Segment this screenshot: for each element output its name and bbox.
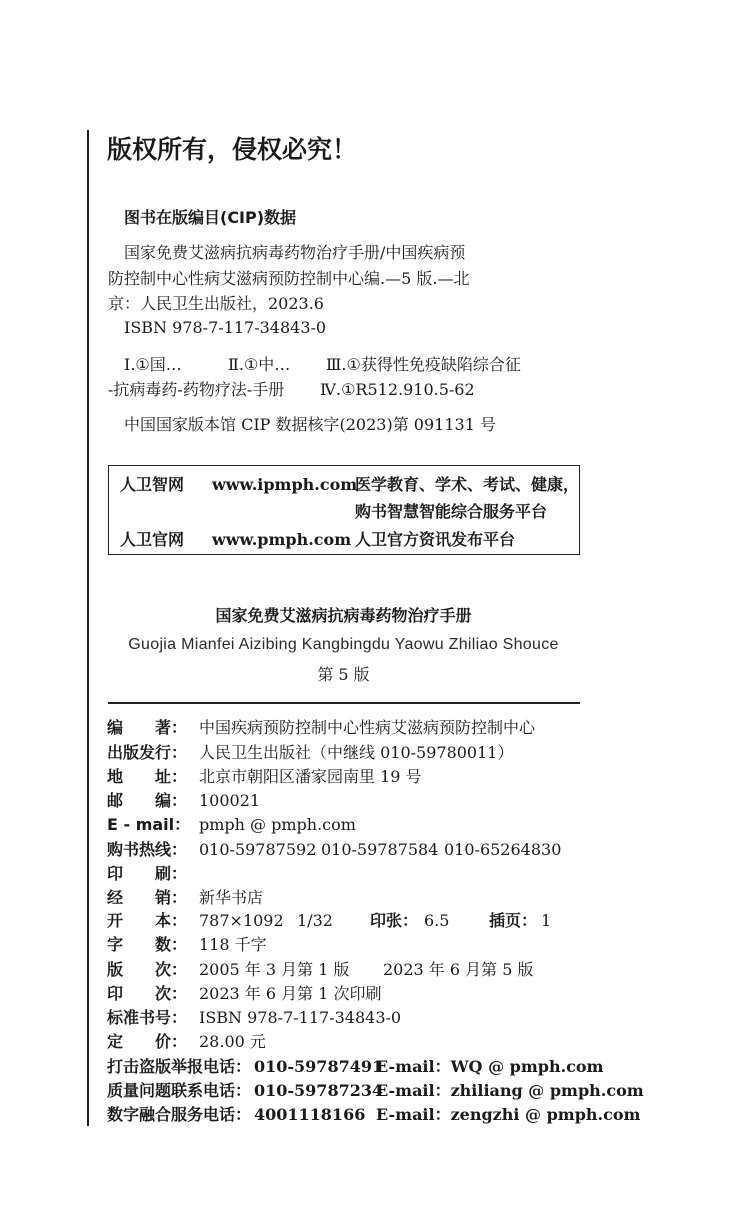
address-label: 地 址： xyxy=(107,767,188,786)
hotline-email: E-mail：zengzhi @ pmph.com xyxy=(376,1105,641,1124)
platform-desc: 人卫官方资讯发布平台 xyxy=(355,530,516,549)
email-value: pmph @ pmph.com xyxy=(199,815,356,834)
edition-value: 2023 年 6 月第 5 版 xyxy=(383,960,534,979)
cip-line: 京：人民卫生出版社，2023.6 xyxy=(108,294,324,313)
isbn-value: ISBN 978-7-117-34843-0 xyxy=(199,1008,402,1027)
cip-approval-number: 中国国家版本馆 CIP 数据核字(2023)第 091131 号 xyxy=(124,415,496,434)
editor-value: 中国疾病预防控制中心性病艾滋病预防控制中心 xyxy=(199,718,536,737)
margin-rule xyxy=(87,130,89,1126)
distributor-label: 经 销： xyxy=(107,888,188,907)
postcode-value: 100021 xyxy=(199,791,261,810)
order-hotline-number: 010-65264830 xyxy=(444,840,562,859)
hotline-label: 质量问题联系电话： xyxy=(107,1081,252,1100)
book-edition: 第 5 版 xyxy=(317,665,370,684)
printer-label: 印 刷： xyxy=(107,864,188,883)
isbn-label: 标准书号： xyxy=(107,1008,188,1027)
cip-line: 国家免费艾滋病抗病毒药物治疗手册/中国疾病预 xyxy=(124,243,466,262)
format-label: 开 本： xyxy=(107,911,188,930)
publisher-value: 人民卫生出版社（中继线 010-59780011） xyxy=(199,743,514,762)
platforms-box xyxy=(108,465,580,555)
publisher-label: 出版发行： xyxy=(107,743,188,762)
hotline-phone: 010-59787491 xyxy=(254,1057,384,1076)
cip-class-item: Ⅰ.①国… xyxy=(124,355,182,374)
plates-label: 插页： xyxy=(489,911,538,930)
platform-name: 人卫官网 xyxy=(120,530,185,549)
cip-isbn: ISBN 978-7-117-34843-0 xyxy=(124,318,327,337)
cip-class-item: Ⅲ.①获得性免疫缺陷综合征 xyxy=(326,355,521,374)
impression-label: 印 次： xyxy=(107,984,188,1003)
divider xyxy=(108,702,580,704)
book-title: 国家免费艾滋病抗病毒药物治疗手册 xyxy=(215,606,472,625)
price-value: 28.00 元 xyxy=(199,1032,266,1051)
word-count-value: 118 千字 xyxy=(199,935,267,954)
copyright-notice: 版权所有，侵权必究！ xyxy=(107,135,358,164)
cip-class-item: Ⅳ.①R512.910.5-62 xyxy=(320,380,475,399)
cip-line: 防控制中心性病艾滋病预防控制中心编.—5 版.—北 xyxy=(108,269,470,288)
impression-value: 2023 年 6 月第 1 次印刷 xyxy=(199,984,382,1003)
hotline-email: E-mail：WQ @ pmph.com xyxy=(376,1057,604,1076)
email-label: E - mail： xyxy=(107,815,191,834)
platform-desc: 医学教育、学术、考试、健康， xyxy=(355,475,580,494)
plates-value: 1 xyxy=(541,911,552,930)
word-count-label: 字 数： xyxy=(107,935,188,954)
book-title-pinyin: Guojia Mianfei Aizibing Kangbingdu Yaowu Zhiliao Shouce xyxy=(128,636,559,653)
order-hotline-number: 010-59787592 xyxy=(199,840,317,859)
cip-heading: 图书在版编目(CIP)数据 xyxy=(124,208,297,227)
platform-name: 人卫智网 xyxy=(120,475,185,494)
sheets-value: 6.5 xyxy=(424,911,450,930)
format-fold: 1/32 xyxy=(297,911,333,930)
hotline-phone: 4001118166 xyxy=(254,1105,366,1124)
address-value: 北京市朝阳区潘家园南里 19 号 xyxy=(199,767,422,786)
platform-desc: 购书智慧智能综合服务平台 xyxy=(355,502,548,521)
format-size: 787×1092 xyxy=(199,911,284,930)
hotline-label: 打击盗版举报电话： xyxy=(107,1057,252,1076)
edition-value: 2005 年 3 月第 1 版 xyxy=(199,960,350,979)
editor-label: 编 著： xyxy=(107,718,188,737)
distributor-value: 新华书店 xyxy=(199,888,264,907)
hotline-phone: 010-59787234 xyxy=(254,1081,384,1100)
edition-label: 版 次： xyxy=(107,960,188,979)
hotline-label: 数字融合服务电话： xyxy=(107,1105,252,1124)
sheets-label: 印张： xyxy=(370,911,419,930)
platform-url: www.pmph.com xyxy=(212,530,352,549)
order-hotline-number: 010-59787584 xyxy=(321,840,439,859)
hotline-email: E-mail：zhiliang @ pmph.com xyxy=(376,1081,644,1100)
cip-class-item: Ⅱ.①中… xyxy=(228,355,291,374)
postcode-label: 邮 编： xyxy=(107,791,188,810)
price-label: 定 价： xyxy=(107,1032,188,1051)
order-hotline-label: 购书热线： xyxy=(107,840,188,859)
cip-class-item: -抗病毒药-药物疗法-手册 xyxy=(108,380,285,399)
platform-url: www.ipmph.com xyxy=(212,475,358,494)
